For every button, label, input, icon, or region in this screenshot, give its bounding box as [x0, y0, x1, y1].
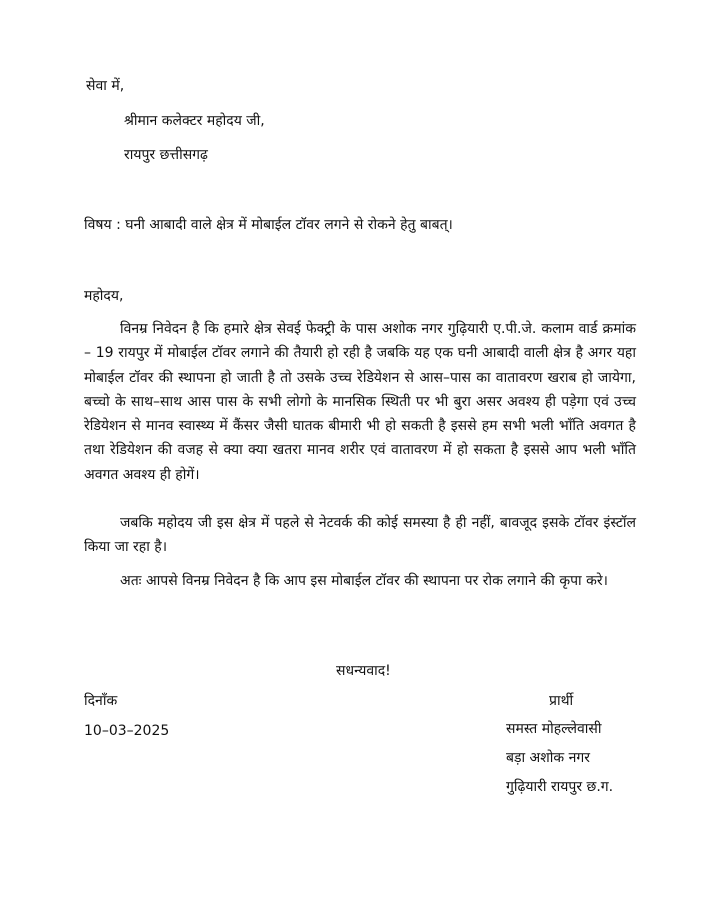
body-paragraph-3: अतः आपसे विनम्र निवेदन है कि आप इस मोबाईल टॉवर की स्थापना पर रोक लगाने की कृपा करे।: [120, 573, 608, 589]
salutation-to: सेवा में,: [86, 78, 125, 94]
body-paragraph-1: विनम्र निवेदन है कि हमारे क्षेत्र सेवई फेक्ट्री के पास अशोक नगर गुढ़ियारी ए.पी.जे. कलाम वार्ड क्रमांक – 19 रायपुर में मोबाईल टॉवर लगाने की तैयारी हो रही है जबकि यह एक घनी आबादी वाली क्षेत्र है अगर यहा मोबाईल टॉवर की स्थापना हो जाती है तो उसके उच्च रेडियेशन से आस–पास का वातावरण खराब हो जायेगा, बच्चो के साथ–साथ आस पास के सभी लोगो के मानसिक स्थिती पर भी बुरा असर अवश्य ही पड़ेगा एवं उच्च रेडियेशन से मानव स्वास्थ्य में कैंसर जैसी घातक बीमारी भी हो सकती है इससे हम सभी भली भाँति अवगत है तथा रेडियेशन की वजह से क्या क्या खतरा मानव शरीर एवं वातावरण में हो सकता है इससे आप भली भाँति अवगत अवश्य ही होगें।: [84, 321, 636, 483]
date-value: 10–03–2025: [84, 723, 170, 739]
subject-line: विषय : घनी आबादी वाले क्षेत्र में मोबाईल टॉवर लगने से रोकने हेतु बाबत्।: [84, 217, 453, 233]
closing: सधन्यवाद!: [336, 663, 391, 679]
recipient-name: श्रीमान कलेक्टर महोदय जी,: [124, 113, 265, 129]
sender-line: गुढ़ियारी रायपुर छ.ग.: [506, 779, 614, 795]
greeting: महोदय,: [84, 288, 124, 304]
sender-label: प्रार्थी: [549, 693, 574, 709]
sender-line: बड़ा अशोक नगर: [506, 750, 590, 766]
date-label: दिनाँक: [84, 693, 118, 709]
body-paragraph-2: जबकि महोदय जी इस क्षेत्र में पहले से नेटवर्क की कोई समस्या है ही नहीं, बावजूद इसके टॉवर इंस्टॉल किया जा रहा है।: [84, 515, 636, 556]
recipient-place: रायपुर छत्तीसगढ़: [124, 147, 208, 163]
sender-line: समस्त मोहल्लेवासी: [506, 721, 602, 737]
